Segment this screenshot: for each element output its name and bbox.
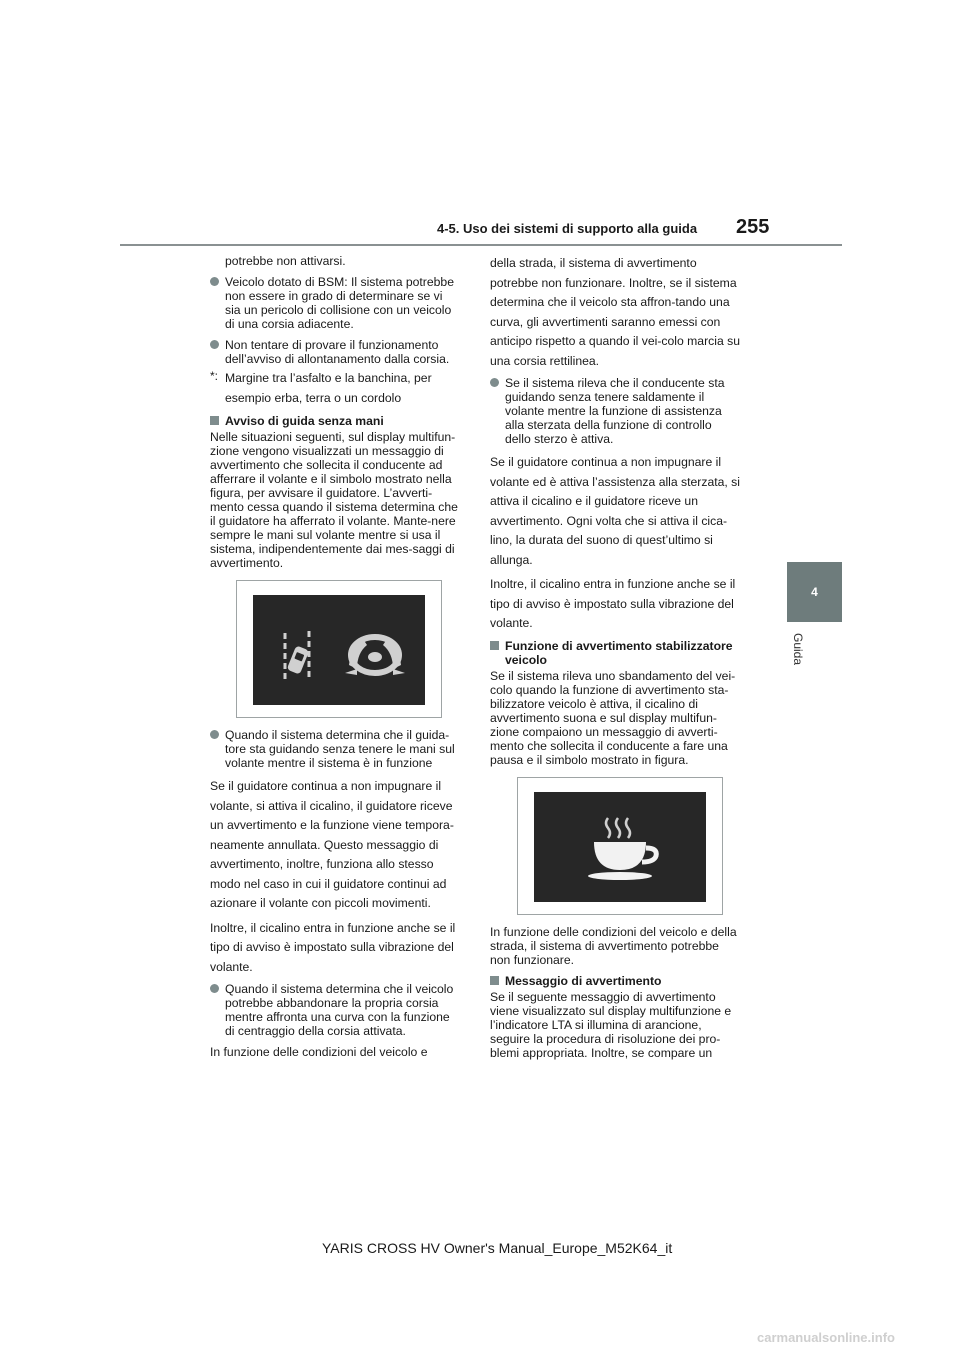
- bullet-icon: [210, 984, 219, 993]
- square-bullet-icon: [490, 976, 499, 985]
- display-screen: [534, 792, 706, 902]
- paragraph: Nelle situazioni seguenti, sul display multifun-zione vengono visualizzati un messaggio di avvertimento che sollecita il conducente ad afferrare il volante e il simbolo mostrato nella figura, per avvisare il guidatore. L’avverti-mento cessa quando il sistema determina che il guidatore ha afferrato il volante. Mante-nere sempre le mani sul volante mentre si usa il sistema, indipendentemente dai mes-saggi di avvertimento.: [210, 430, 458, 570]
- paragraph: Inoltre, il cicalino entra in funzione anche se il tipo di avviso è impostato sulla vibrazione del volante.: [490, 577, 736, 630]
- footer-text: YARIS CROSS HV Owner's Manual_Europe_M52K64_it: [322, 1240, 673, 1256]
- sway-warning-figure: [517, 777, 723, 915]
- hands-off-figure: [236, 580, 442, 718]
- bullet-icon: [210, 340, 219, 349]
- paragraph: Se il sistema rileva uno sbandamento del vei-colo quando la funzione di avvertimento sta-bilizzatore veicolo è attiva, il cicalino di avvertimento suona e sul display multifun-zione compaiono un messaggio di avverti-mento che sollecita il conducente a fare una pausa e il simbolo mostrato in figura.: [490, 668, 736, 767]
- page-title: 4-5. Uso dei sistemi di supporto alla guida: [437, 221, 698, 236]
- paragraph: Se il guidatore continua a non impugnare il volante ed è attiva l’assistenza alla sterzata, si attiva il cicalino e il guidatore riceve un avvertimento. Ogni volta che si attiva il cica-lino, la durata del suono di quest’ultimo si allunga.: [490, 455, 740, 567]
- square-bullet-icon: [490, 641, 499, 650]
- square-bullet-icon: [210, 416, 219, 425]
- section-heading: Messaggio di avvertimento: [490, 974, 740, 988]
- section-heading: Avviso di guida senza mani: [210, 414, 460, 428]
- chapter-label: Guida: [791, 633, 805, 666]
- paragraph: potrebbe non attivarsi.: [225, 254, 346, 268]
- paragraph: della strada, il sistema di avvertimento potrebbe non funzionare. Inoltre, se il sistema determina che il veicolo sta affron-tando una curva, gli avvertimenti saranno emessi con anticipo rispetto a quando il vei-colo marcia su una corsia rettilinea.: [490, 256, 740, 368]
- list-item: Quando il sistema determina che il guida-tore sta guidando senza tenere le mani sul volante mentre il sistema è in funzione: [210, 728, 460, 770]
- list-item: Se il sistema rileva che il conducente sta guidando senza tenere saldamente il volante mentre la funzione di assistenza alla sterzata della funzione di controllo dello sterzo è attiva.: [490, 376, 740, 446]
- page-number: 255: [736, 216, 770, 238]
- right-column: [490, 254, 740, 1067]
- display-screen: [253, 595, 425, 705]
- coffee-cup-icon: [534, 792, 706, 902]
- paragraph: Se il guidatore continua a non impugnare il volante, si attiva il cicalino, il guidatore riceve un avvertimento e la funzione viene tempora-neamente annullata. Questo messaggio di avvertimento, inoltre, funziona allo stesso modo nel caso in cui il guidatore continui ad azionare il volante con piccoli movimenti.: [210, 779, 454, 910]
- bullet-icon: [210, 277, 219, 286]
- section-heading: Funzione di avvertimento stabilizzatore veicolo: [490, 639, 740, 667]
- chapter-tab: 4: [787, 562, 842, 622]
- paragraph: In funzione delle condizioni del veicolo e: [210, 1045, 428, 1059]
- list-item: Non tentare di provare il funzionamento dell’avviso di allontanamento dalla corsia.: [210, 338, 460, 366]
- hands-on-wheel-icon: [345, 637, 405, 675]
- footnote: *: Margine tra l’asfalto e la banchina, per esempio erba, terra o un cordolo: [210, 369, 432, 405]
- bullet-icon: [490, 378, 499, 387]
- paragraph: Se il seguente messaggio di avvertimento viene visualizzato sul display multifunzione e l’indicatore LTA si illumina di arancione, seguire la procedura di risoluzione dei pro-blemi appropriata. Inoltre, se compare un: [490, 989, 732, 1060]
- list-item: Veicolo dotato di BSM: Il sistema potrebbe non essere in grado di determinare se vi sia un pericolo di collisione con un veicolo di una corsia adiacente.: [210, 275, 460, 331]
- left-column: [210, 254, 460, 1066]
- paragraph: In funzione delle condizioni del veicolo e della strada, il sistema di avvertimento potrebbe non funzionare.: [490, 924, 737, 967]
- bullet-icon: [210, 730, 219, 739]
- header-rule: [120, 244, 842, 246]
- watermark: carmanualsonline.info: [757, 1330, 895, 1345]
- paragraph: Inoltre, il cicalino entra in funzione anche se il tipo di avviso è impostato sulla vibrazione del volante.: [210, 920, 456, 974]
- lane-departure-icon: [285, 631, 309, 679]
- list-item: Quando il sistema determina che il veicolo potrebbe abbandonare la propria corsia mentre affronta una curva con la funzione di centraggio della corsia attivata.: [210, 982, 460, 1038]
